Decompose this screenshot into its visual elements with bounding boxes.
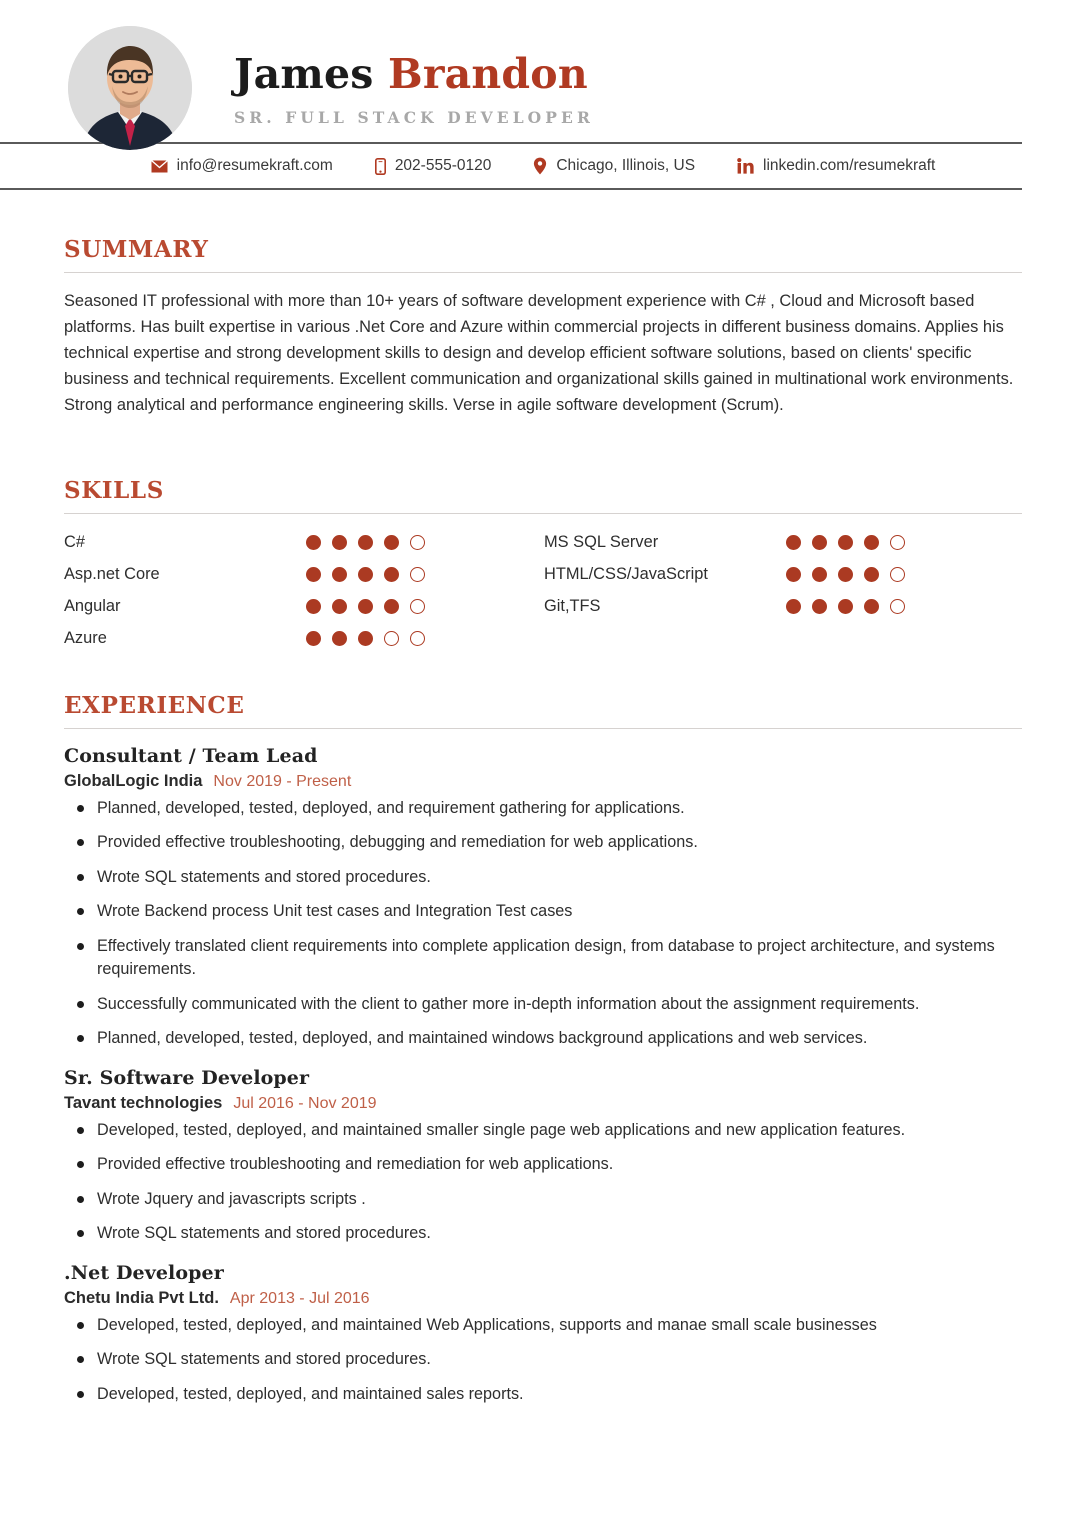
phone-icon <box>375 158 386 175</box>
rating-dot-filled <box>838 535 853 550</box>
skills-heading: SKILLS <box>64 477 164 504</box>
linkedin-icon <box>737 158 754 174</box>
rating-dot-empty <box>410 535 425 550</box>
rating-dot-filled <box>332 631 347 646</box>
skill-row <box>64 590 544 622</box>
rating-dot-empty <box>410 567 425 582</box>
job-title: Sr. Software Developer <box>64 1066 310 1089</box>
rating-dot-filled <box>864 599 879 614</box>
job-bullet-list <box>64 1314 1022 1406</box>
rating-dot-empty <box>410 631 425 646</box>
rating-dot-filled <box>306 567 321 582</box>
skill-rating-dots <box>786 567 905 582</box>
job-role-subtitle: SR. FULL STACK DEVELOPER <box>234 108 594 128</box>
contact-location-text: Chicago, Illinois, US <box>556 157 696 174</box>
rating-dot-filled <box>786 535 801 550</box>
skill-name: Git,TFS <box>544 596 601 615</box>
job-bullet: Wrote Jquery and javascripts scripts . <box>64 1188 1022 1211</box>
job-entry <box>64 745 1022 1051</box>
job-bullet: Provided effective troubleshooting, debugging and remediation for web applications. <box>64 831 1022 854</box>
skill-rating-dots <box>786 535 905 550</box>
skill-row <box>64 622 544 654</box>
rating-dot-filled <box>864 535 879 550</box>
job-bullet: Provided effective troubleshooting and remediation for web applications. <box>64 1153 1022 1176</box>
job-bullet: Developed, tested, deployed, and maintained smaller single page web applications and new application features. <box>64 1119 1022 1142</box>
job-company: Tavant technologies <box>64 1093 223 1112</box>
job-meta <box>64 1094 1022 1113</box>
last-name: Brandon <box>388 49 588 98</box>
rating-dot-filled <box>786 599 801 614</box>
skill-name: Asp.net Core <box>64 564 160 583</box>
skill-rating-dots <box>306 567 425 582</box>
job-bullet-list <box>64 1119 1022 1246</box>
job-bullet: Developed, tested, deployed, and maintained sales reports. <box>64 1383 1022 1406</box>
rating-dot-filled <box>306 535 321 550</box>
rating-dot-empty <box>384 631 399 646</box>
contact-linkedin[interactable] <box>716 157 956 175</box>
summary-section <box>64 190 1022 419</box>
job-bullet: Wrote Backend process Unit test cases and Integration Test cases <box>64 900 1022 923</box>
rating-dot-filled <box>306 599 321 614</box>
skill-rating-dots <box>306 599 425 614</box>
skill-name: C# <box>64 532 85 551</box>
skill-row <box>544 526 1022 558</box>
skill-rating-dots <box>786 599 905 614</box>
experience-heading: EXPERIENCE <box>64 692 245 719</box>
skill-row <box>64 526 544 558</box>
skill-name: HTML/CSS/JavaScript <box>544 564 708 583</box>
skill-rating-dots <box>306 631 425 646</box>
skill-name: Angular <box>64 596 121 615</box>
rating-dot-filled <box>812 535 827 550</box>
job-bullet: Effectively translated client requirements into complete application design, from database to project architecture, and systems requirements. <box>64 935 1022 982</box>
contact-linkedin-text: linkedin.com/resumekraft <box>763 157 936 174</box>
rating-dot-filled <box>812 599 827 614</box>
skill-row <box>544 590 1022 622</box>
rating-dot-empty <box>890 535 905 550</box>
rating-dot-filled <box>332 567 347 582</box>
resume-header <box>0 0 1086 142</box>
experience-divider <box>64 728 1022 729</box>
avatar <box>68 26 192 150</box>
rating-dot-filled <box>358 599 373 614</box>
experience-section <box>64 654 1022 1406</box>
job-company: GlobalLogic India <box>64 772 203 790</box>
job-meta <box>64 772 1022 791</box>
rating-dot-filled <box>786 567 801 582</box>
summary-divider <box>64 272 1022 273</box>
job-bullet: Planned, developed, tested, deployed, and maintained windows background applications and web services. <box>64 1027 1022 1050</box>
job-title: .Net Developer <box>64 1261 224 1284</box>
skill-name: MS SQL Server <box>544 532 659 551</box>
job-dates: Apr 2013 - Jul 2016 <box>229 1289 370 1307</box>
skill-name: Azure <box>64 628 107 647</box>
job-bullet: Successfully communicated with the client to gather more in-depth information about the assignment requirements. <box>64 993 1022 1016</box>
rating-dot-empty <box>890 599 905 614</box>
job-bullet: Developed, tested, deployed, and maintained Web Applications, supports and manae small scale businesses <box>64 1314 1022 1337</box>
rating-dot-filled <box>358 567 373 582</box>
map-pin-icon <box>533 157 547 175</box>
name-block <box>234 49 594 127</box>
job-company: Chetu India Pvt Ltd. <box>64 1288 219 1307</box>
skills-section <box>64 435 1022 654</box>
rating-dot-filled <box>838 567 853 582</box>
job-bullet: Planned, developed, tested, deployed, and requirement gathering for applications. <box>64 797 1022 820</box>
job-dates: Nov 2019 - Present <box>213 773 352 790</box>
resume-body <box>0 190 1086 1406</box>
profile-photo-icon <box>68 26 192 150</box>
rating-dot-filled <box>358 631 373 646</box>
job-meta <box>64 1289 1022 1308</box>
skill-row <box>64 558 544 590</box>
skills-divider <box>64 513 1022 514</box>
rating-dot-filled <box>306 631 321 646</box>
rating-dot-filled <box>864 567 879 582</box>
skills-left-column <box>64 526 544 654</box>
contact-bar <box>0 144 1086 188</box>
jobs-list <box>64 745 1022 1406</box>
job-dates: Jul 2016 - Nov 2019 <box>233 1094 377 1112</box>
page-title <box>234 49 594 98</box>
rating-dot-filled <box>384 535 399 550</box>
skills-right-column <box>544 526 1022 654</box>
job-entry <box>64 1067 1022 1246</box>
rating-dot-filled <box>384 599 399 614</box>
contact-location[interactable] <box>512 157 716 175</box>
job-bullet-list <box>64 797 1022 1051</box>
skill-row <box>544 558 1022 590</box>
summary-text: Seasoned IT professional with more than 10+ years of software development experience with C# , Cloud and Microsoft based platforms. Has built expertise in various .Net Core and Azure within commercial projects in different business domains. Applies his technical expertise and strong development skills to design and develop efficient software solutions, based on clients' specific business and technical requirements. Excellent communication and organizational skills gained in multinational work environments. Strong analytical and performance engineering skills. Verse in agile software development (Scrum). <box>64 292 1014 414</box>
job-bullet: Wrote SQL statements and stored procedures. <box>64 866 1022 889</box>
contact-phone[interactable] <box>354 157 513 175</box>
rating-dot-empty <box>890 567 905 582</box>
rating-dot-filled <box>384 567 399 582</box>
rating-dot-filled <box>332 535 347 550</box>
job-bullet: Wrote SQL statements and stored procedures. <box>64 1348 1022 1371</box>
contact-email-text: info@resumekraft.com <box>176 157 333 174</box>
skills-grid <box>64 526 1022 654</box>
contact-email[interactable] <box>130 157 354 175</box>
rating-dot-filled <box>332 599 347 614</box>
summary-heading: SUMMARY <box>64 236 209 263</box>
skill-rating-dots <box>306 535 425 550</box>
job-title: Consultant / Team Lead <box>64 745 318 767</box>
contact-phone-text: 202-555-0120 <box>394 157 492 174</box>
rating-dot-filled <box>358 535 373 550</box>
first-name: James <box>234 49 374 98</box>
rating-dot-empty <box>410 599 425 614</box>
envelope-icon <box>151 160 168 173</box>
rating-dot-filled <box>812 567 827 582</box>
rating-dot-filled <box>838 599 853 614</box>
job-bullet: Wrote SQL statements and stored procedures. <box>64 1222 1022 1245</box>
job-entry <box>64 1262 1022 1406</box>
